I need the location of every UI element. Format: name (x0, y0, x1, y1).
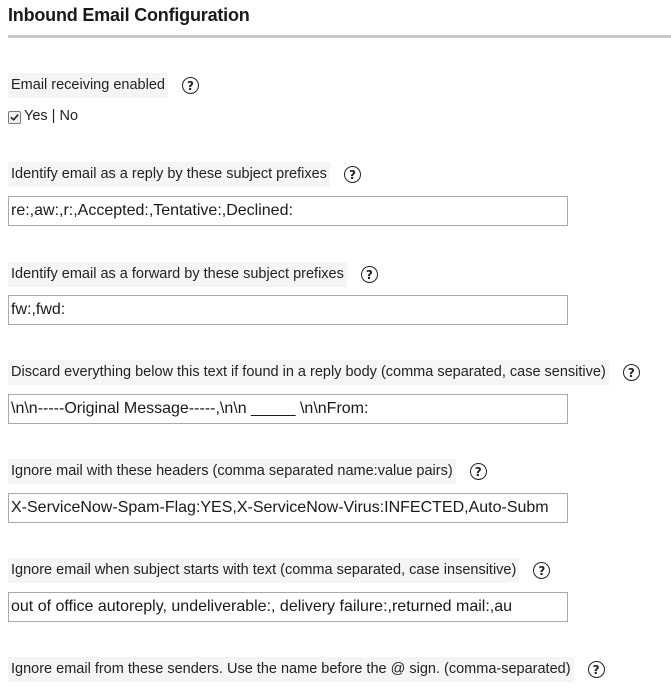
field-email-receiving-enabled (8, 73, 199, 98)
yes-no-label[interactable]: Yes | No (24, 108, 79, 124)
field-ignore-headers (8, 459, 487, 484)
ignore-subject-input[interactable]: out of office autoreply, undeliverable:, delivery failure:,returned mail:,au (8, 592, 568, 622)
forward-prefixes-input[interactable]: fw:,fwd: (8, 295, 568, 325)
help-icon[interactable]: ? (533, 562, 550, 579)
ignore-headers-input[interactable]: X-ServiceNow-Spam-Flag:YES,X-ServiceNow-Virus:INFECTED,Auto-Subm (8, 493, 568, 523)
page-title: Inbound Email Configuration (8, 5, 250, 25)
email-receiving-toggle (8, 108, 78, 124)
help-icon[interactable]: ? (361, 266, 378, 283)
field-ignore-subject (8, 558, 550, 583)
field-reply-prefixes (8, 162, 361, 187)
email-receiving-checkbox[interactable] (8, 111, 21, 124)
help-icon[interactable]: ? (470, 463, 487, 480)
field-label: Identify email as a reply by these subject prefixes (8, 162, 330, 187)
field-discard-text (8, 360, 640, 385)
help-icon[interactable]: ? (182, 77, 199, 94)
field-label: Ignore mail with these headers (comma separated name:value pairs) (8, 459, 456, 484)
discard-text-input[interactable]: \n\n-----Original Message-----,\n\n _____ \n\nFrom: (8, 394, 568, 424)
field-label: Discard everything below this text if found in a reply body (comma separated, case sensitive) (8, 360, 609, 385)
field-label: Ignore email from these senders. Use the name before the @ sign. (comma-separated) (8, 657, 574, 682)
field-forward-prefixes (8, 262, 378, 287)
field-label: Identify email as a forward by these subject prefixes (8, 262, 347, 287)
checkmark-icon (10, 113, 19, 122)
help-icon[interactable]: ? (344, 166, 361, 183)
title-divider (8, 35, 671, 38)
reply-prefixes-input[interactable]: re:,aw:,r:,Accepted:,Tentative:,Declined: (8, 196, 568, 226)
field-ignore-senders (8, 657, 605, 682)
help-icon[interactable]: ? (623, 364, 640, 381)
help-icon[interactable]: ? (588, 661, 605, 678)
field-label: Email receiving enabled (8, 73, 168, 98)
field-label: Ignore email when subject starts with text (comma separated, case insensitive) (8, 558, 519, 583)
